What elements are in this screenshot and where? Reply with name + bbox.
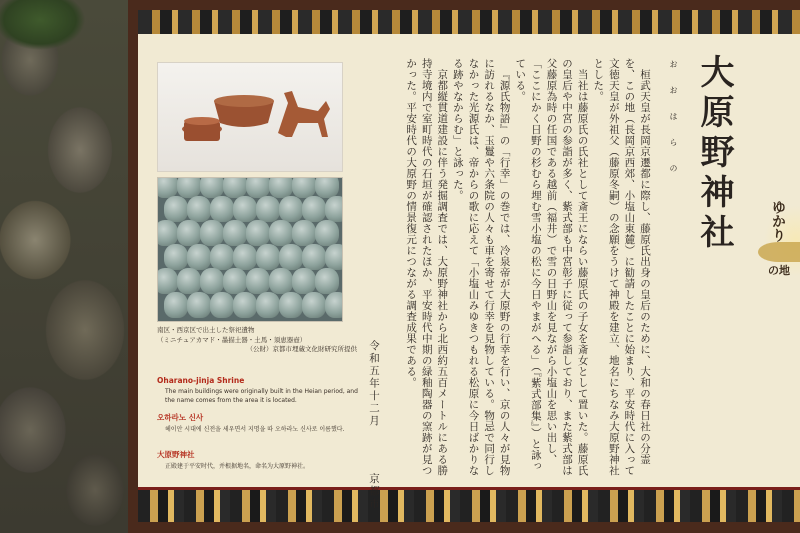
jar — [157, 177, 178, 198]
jar — [164, 244, 188, 270]
caption-credit: （公財）京都市埋蔵文化財研究所提供 — [246, 345, 357, 353]
decorative-band-top — [138, 10, 800, 34]
side-label-sub: の地 — [768, 264, 790, 277]
photo-caption — [157, 326, 357, 355]
jar — [233, 244, 257, 270]
jar — [164, 196, 188, 222]
jar — [279, 292, 303, 318]
jar — [269, 220, 293, 246]
jar — [256, 244, 280, 270]
english-title: Oharano-jinja Shrine — [157, 376, 245, 385]
jar — [157, 220, 178, 246]
jar — [233, 292, 257, 318]
issue-date: 令和五年十二月 — [368, 340, 380, 428]
jar — [246, 220, 270, 246]
jar — [223, 220, 247, 246]
jars-photo — [157, 177, 343, 322]
jar — [177, 220, 201, 246]
chinese-description: 正殿建于平安时代，并根据地名，命名为大原野神社。 — [165, 463, 310, 470]
sign-title: 大原野神社 — [694, 54, 734, 254]
jar — [269, 268, 293, 294]
jar — [325, 244, 343, 270]
jar — [233, 196, 257, 222]
jar — [177, 268, 201, 294]
stone-wall — [0, 0, 132, 533]
decorative-band-bottom — [138, 490, 800, 522]
paragraph: 当社は藤原氏の氏社として斎王にならい藤原氏の子女を斎女として置いた。藤原氏の皇后や中宮の参詣が多く、紫式部も中宮彰子に従って参詣しており、また紫式部は父藤原為時の任国である越前（福井）で雪の日野山を見ながら小塩山を思い出し、「ここにかく日野の杉むら埋む雪小塩の松に今日やまがへる」（『紫式部集』）と詠っている。 — [514, 58, 589, 476]
main-description — [352, 58, 652, 478]
jar — [246, 177, 270, 198]
jar — [187, 292, 211, 318]
jar — [302, 244, 326, 270]
artifact-photo — [157, 62, 343, 172]
jar — [246, 268, 270, 294]
jar — [210, 292, 234, 318]
jar — [256, 292, 280, 318]
jar — [302, 292, 326, 318]
jar — [164, 292, 188, 318]
jar — [223, 268, 247, 294]
jar — [177, 177, 201, 198]
jar — [315, 220, 339, 246]
jar — [292, 220, 316, 246]
jar — [279, 196, 303, 222]
jar — [210, 244, 234, 270]
jar — [315, 268, 339, 294]
jar — [256, 196, 280, 222]
jar — [302, 196, 326, 222]
jar — [200, 268, 224, 294]
jar — [292, 177, 316, 198]
gold-brush-mark — [758, 242, 800, 262]
jar — [325, 292, 343, 318]
issuer: 京都市 — [368, 472, 380, 511]
paragraph: 京都縦貫道建設に伴う発掘調査では、大原野神社から北西約五百メートルにある勝持寺境内で室町時代の石垣が確認されたほか、平安時代中期の緑釉陶器の窯跡が見つかった。平安時代の大原野の情景復元につながる調査成果である。 — [405, 58, 449, 476]
moss — [0, 0, 110, 70]
korean-title: 오하라노 신사 — [157, 413, 204, 422]
jar — [269, 177, 293, 198]
side-label: ゆかり — [770, 200, 786, 242]
title-ruby: おおはらの — [669, 60, 678, 190]
jar — [279, 244, 303, 270]
jar — [200, 220, 224, 246]
jar — [187, 196, 211, 222]
issue-block — [366, 340, 381, 510]
caption-line: （ミニチュアカマド・墨描土器・土馬・須恵器壺） — [157, 335, 307, 344]
jar — [292, 268, 316, 294]
jar — [315, 177, 339, 198]
korean-description: 헤이안 시대에 신전을 세우면서 지명을 따 오하라노 신사로 이름했다. — [165, 426, 345, 433]
chinese-title: 大原野神社 — [157, 450, 195, 459]
jar — [210, 196, 234, 222]
jar — [200, 177, 224, 198]
jar — [157, 268, 178, 294]
paragraph: 『源氏物語』の「行幸」の巻では、冷泉帝が大原野の行幸を行い、京の人々が見物に訪れるなか、玉鬘や六条院の人々も車を寄せて行幸を見物している。物忌で同行しなかった光源氏は、帝からの歌に応えて「小塩山みゆきつもれる松原に今日ばかりなる跡やなからむ」と詠った。 — [451, 58, 511, 476]
caption-line: 南区・西京区で出土した祭祀遺物 — [157, 326, 255, 334]
jar — [223, 177, 247, 198]
jar — [325, 196, 343, 222]
english-description: The main buildings were originally built in the Heian period, and the name comes from the area it is located. — [165, 388, 358, 404]
artifact-illustration — [158, 63, 344, 173]
paragraph: 桓武天皇が長岡京遷都に際し、藤原氏出身の皇后のために、大和の春日社の分霊を、この地（長岡京西郊、小塩山東麓）に勧請したことに始まり、平安時代に入って文徳天皇が外祖父（藤原冬嗣）の念願をうけて神殿を建立、地名にちなみ大原野神社とした。 — [592, 58, 651, 476]
jar — [187, 244, 211, 270]
